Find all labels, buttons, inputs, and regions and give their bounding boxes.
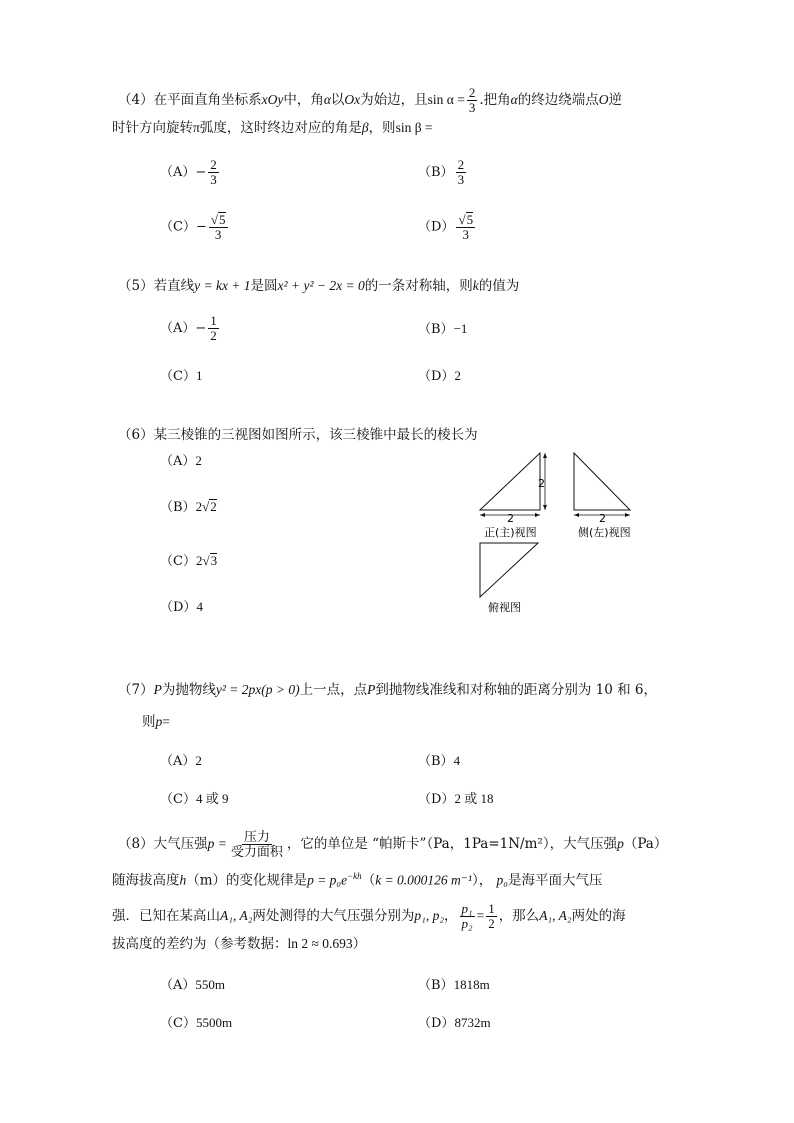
q7-number: （7）: [118, 682, 154, 698]
q5-stem: （5）若直线y = kx + 1是圆x² + y² − 2x = 0的一条对称轴，则k的值为: [118, 278, 520, 294]
q7-option-d[interactable]: （D）2 或 18: [418, 791, 494, 807]
front-view-triangle: [480, 453, 540, 510]
q7-option-c[interactable]: （C）4 或 9: [160, 791, 229, 807]
q6-option-a[interactable]: （A）2: [160, 453, 202, 469]
q8-line2: 随海拔高度h（m）的变化规律是$p = p_0e^{-kh}(k = 0.000126$ m⁻¹）， p₀是海平面大气压: [112, 871, 603, 889]
q8-number: （8）: [118, 836, 154, 852]
q6-option-b[interactable]: （B）2√2: [160, 499, 217, 515]
q7-option-a[interactable]: （A）2: [160, 753, 202, 769]
q5-option-a[interactable]: （A）− $\frac{1}{2}$: [160, 313, 217, 343]
q4-line2: 时针方向旋转π弧度，这时终边对应的角是β，则sin β =: [112, 120, 433, 136]
q8-option-d[interactable]: （D）8732m: [418, 1015, 491, 1031]
q5-number: （5）: [118, 278, 154, 294]
front-view-label: 正(主)视图: [484, 526, 537, 539]
q8-option-b[interactable]: （B）1818m: [418, 977, 490, 993]
q6-number: （6）: [118, 427, 154, 443]
q5-option-c[interactable]: （C）1: [160, 368, 203, 384]
q8-line1: （8）大气压强p = $\frac{\text{压力}}{\text{受力面积}}$ ，它的单位是 “帕斯卡”（Pa，1Pa=1N/m²），大气压强p（Pa）: [118, 829, 668, 859]
top-view-label: 俯视图: [488, 601, 521, 614]
q5-option-b[interactable]: （B）−1: [418, 321, 468, 337]
q4-option-a[interactable]: （A）− $\frac{2}{3}$: [160, 157, 217, 187]
front-height-dim: 2: [538, 477, 545, 490]
q5-option-d[interactable]: （D）2: [418, 368, 461, 384]
q8-line4: 拔高度的差约为（参考数据：ln 2 ≈ 0.693）: [112, 936, 367, 952]
three-view-diagram: [470, 445, 640, 620]
q6-stem: （6）某三棱锥的三视图如图所示，该三棱锥中最长的棱长为: [118, 427, 478, 443]
front-width-dim: 2: [507, 512, 514, 525]
q6-option-c[interactable]: （C）2√3: [160, 553, 218, 569]
q4-number: （4）: [118, 92, 154, 108]
q7-option-b[interactable]: （B）4: [418, 753, 461, 769]
q4-sin-fraction: $\frac{2}{3}$: [468, 85, 476, 115]
side-view-triangle: [574, 453, 630, 510]
q8-option-c[interactable]: （C）5500m: [160, 1015, 233, 1031]
q4-line1: （4）在平面直角坐标系xOy中，角α以Ox为始边，且sin α = $\frac{2}{3}$ .把角α的终边绕端点O逆: [118, 85, 623, 115]
side-view-label: 侧(左)视图: [578, 526, 631, 539]
side-width-dim: 2: [599, 512, 606, 525]
q7-line2: 则p=: [142, 714, 170, 730]
top-view-triangle: [480, 543, 538, 597]
q8-line3: 强．已知在某高山A₁, A₂两处测得的大气压强分别为p₁, p₂， $\frac{\text{p₁}}{\text{p₂}}$ = $\frac{1}{2}$ ，那么A₁, A₂两处的海: [112, 901, 626, 931]
q4-option-c[interactable]: （C）− $\frac{√5}{3}$: [160, 212, 226, 242]
q8-pressure-fraction: $\frac{\text{压力}}{\text{受力面积}}$: [230, 829, 283, 859]
q6-option-d[interactable]: （D）4: [160, 599, 203, 615]
q4-option-b[interactable]: （B） $\frac{2}{3}$: [418, 157, 465, 187]
q7-line1: （7）P为抛物线y² = 2px(p > 0)上一点，点P到抛物线准线和对称轴的距离分别为 10 和 6，: [118, 682, 657, 698]
q8-option-a[interactable]: （A）550m: [160, 977, 226, 993]
q4-option-d[interactable]: （D） $\frac{√5}{3}$: [418, 212, 474, 242]
